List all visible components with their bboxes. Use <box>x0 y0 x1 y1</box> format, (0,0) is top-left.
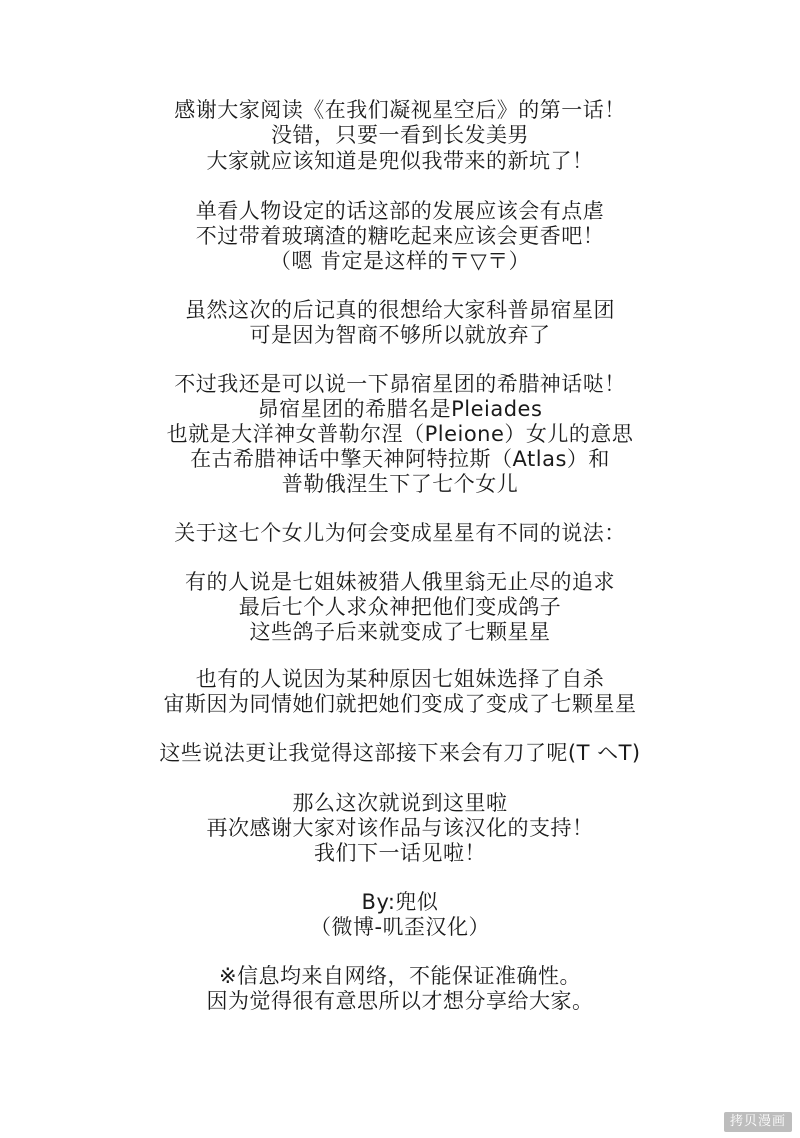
text-line-9: 不过我还是可以说一下昴宿星团的希腊神话哒！ <box>174 372 626 396</box>
text-line-8: 可是因为智商不够所以就放弃了 <box>249 323 551 347</box>
text-line-13: 普勒俄涅生下了七个女儿 <box>281 472 519 496</box>
text-line-4: 单看人物设定的话这部的发展应该会有点虐 <box>195 199 605 223</box>
text-line-17: 这些鸽子后来就变成了七颗星星 <box>249 620 551 644</box>
text-line-20: 这些说法更让我觉得这部接下来会有刀了呢(T ヘT) <box>159 741 641 765</box>
signature-group: （微博-叽歪汉化） <box>309 915 491 939</box>
text-line-21: 那么这次就说到这里啦 <box>292 791 508 815</box>
watermark-logo: 拷贝漫画 <box>724 1112 792 1132</box>
disclaimer-line-2: 因为觉得很有意思所以才想分享给大家。 <box>206 989 594 1013</box>
text-line-19: 宙斯因为同情她们就把她们变成了变成了七颗星星 <box>163 692 637 716</box>
signature-author: By:兜似 <box>361 890 439 914</box>
text-line-10: 昴宿星团的希腊名是Pleiades <box>257 397 543 421</box>
text-line-5: 不过带着玻璃渣的糖吃起来应该会更香吧！ <box>195 224 605 248</box>
text-line-7: 虽然这次的后记真的很想给大家科普昴宿星团 <box>185 298 615 322</box>
text-line-16: 最后七个人求众神把他们变成鸽子 <box>238 595 562 619</box>
text-line-3: 大家就应该知道是兜似我带来的新坑了！ <box>206 149 594 173</box>
text-line-14: 关于这七个女儿为何会变成星星有不同的说法： <box>174 521 626 545</box>
text-line-22: 再次感谢大家对该作品与该汉化的支持！ <box>206 816 594 840</box>
text-line-23: 我们下一话见啦！ <box>314 841 486 865</box>
text-line-18: 也有的人说因为某种原因七姐妹选择了自杀 <box>195 667 605 691</box>
disclaimer-line-1: ※信息均来自网络，不能保证准确性。 <box>218 964 582 988</box>
text-line-11: 也就是大洋神女普勒尔涅（Pleione）女儿的意思 <box>166 422 634 446</box>
text-line-2: 没错，只要一看到长发美男 <box>271 123 529 147</box>
text-line-6: （嗯 肯定是这样的〒▽〒） <box>269 249 531 273</box>
text-line-15: 有的人说是七姐妹被猎人俄里翁无止尽的追求 <box>185 570 615 594</box>
text-line-1: 感谢大家阅读《在我们凝视星空后》的第一话！ <box>174 98 626 122</box>
text-line-12: 在古希腊神话中擎天神阿特拉斯（Atlas）和 <box>190 447 610 471</box>
